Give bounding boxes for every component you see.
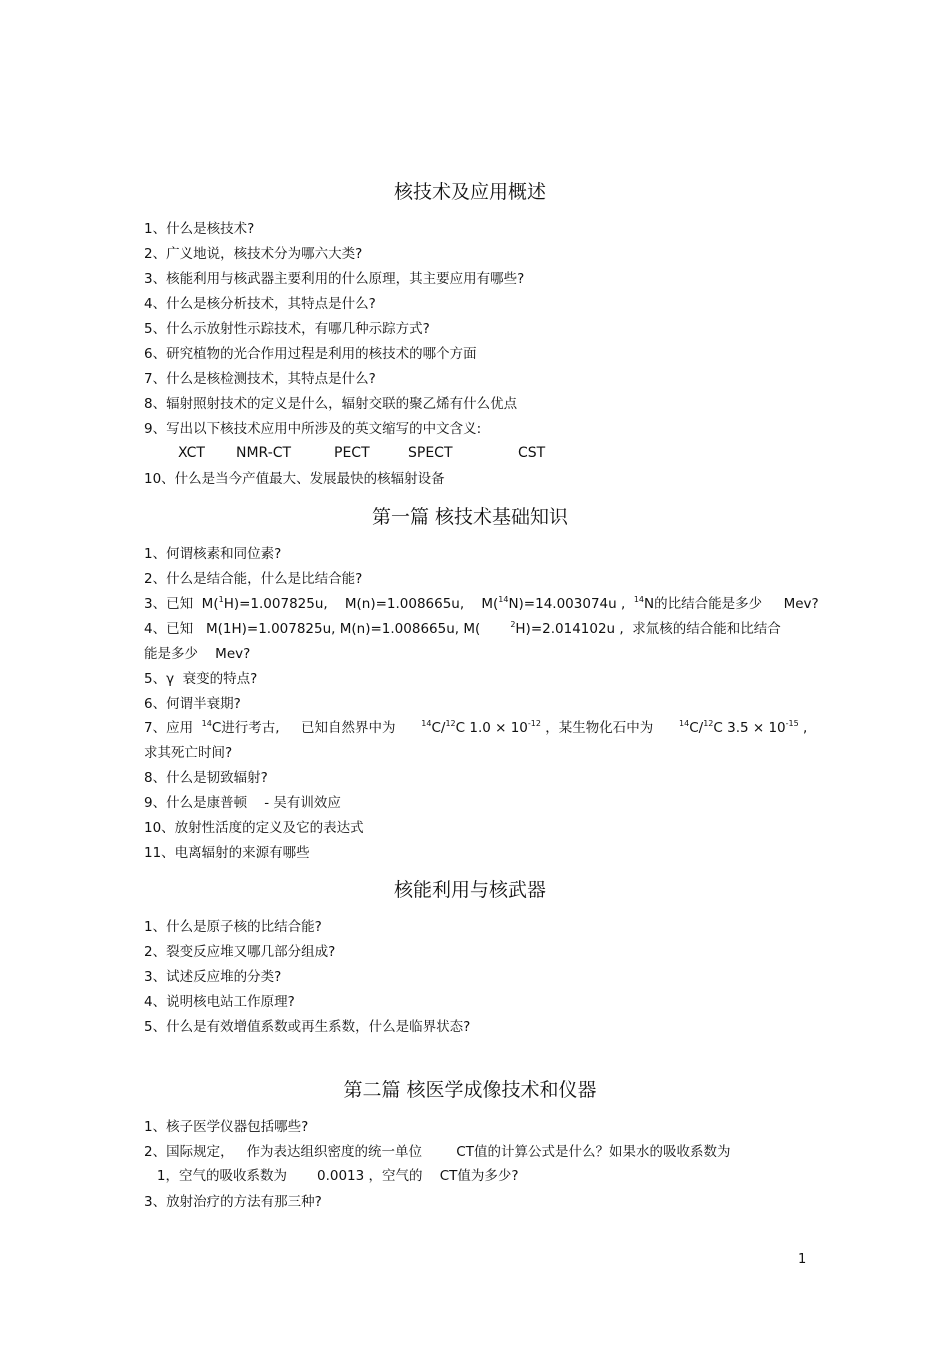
list-item: 6、何谓半衰期?: [144, 696, 241, 712]
list-item: 9、什么是康普顿 - 吴有训效应: [144, 795, 341, 811]
list-item-continuation: 1，空气的吸收系数为 0.0013 ，空气的 CT值为多少?: [144, 1168, 519, 1184]
list-item: 6、研究植物的光合作用过程是利用的核技术的哪个方面: [144, 346, 477, 362]
list-item: 10、放射性活度的定义及它的表达式: [144, 820, 364, 836]
list-item: 3、已知 M($^1$H)=1.007825u, M(n)=1.008665u, M($^{14}$N)=14.003074u , $^{14}$N的比结合能是多少 Mev?: [144, 595, 819, 612]
list-item: 5、什么示放射性示踪技术，有哪几种示踪方式?: [144, 321, 430, 337]
list-item: 1、核子医学仪器包括哪些?: [144, 1119, 309, 1135]
list-item: 2、国际规定， 作为表达组织密度的统一单位 CT值的计算公式是什么？如果水的吸收系数为: [144, 1144, 731, 1160]
list-item: 4、已知 M(1H)=1.007825u, M(n)=1.008665u, M( $^2$H)=2.014102u , 求氚核的结合能和比结合: [144, 620, 781, 637]
section-title-nuclear-energy: 核能利用与核武器: [393, 879, 546, 901]
section-title-overview: 核技术及应用概述: [393, 181, 546, 203]
list-item: 2、广义地说，核技术分为哪六大类?: [144, 246, 363, 262]
list-item: 4、什么是核分析技术，其特点是什么?: [144, 296, 376, 312]
abbreviation: SPECT: [408, 445, 453, 461]
section-title-medical-imaging: 第二篇 核医学成像技术和仪器: [343, 1079, 597, 1101]
list-item: 2、什么是结合能，什么是比结合能?: [144, 571, 363, 587]
abbreviation: NMR-CT: [236, 445, 292, 461]
list-item: 1、何谓核素和同位素?: [144, 546, 282, 562]
list-item: 3、试述反应堆的分类?: [144, 969, 282, 985]
list-item: 8、辐射照射技术的定义是什么，辐射交联的聚乙烯有什么优点: [144, 396, 518, 412]
list-item: 4、说明核电站工作原理?: [144, 994, 295, 1010]
list-item-continuation: 求其死亡时间?: [144, 745, 233, 761]
abbreviation: XCT: [178, 445, 205, 461]
list-item-continuation: 能是多少 Mev?: [144, 646, 251, 662]
list-item: 7、应用 $^{14}$C进行考古, 已知自然界中为 $^{14}$C/$^{12}$C $1.0 \times 10^{-12}$ ，某生物化石中为 $^{14}$C/$^{12}$C $3.5 \times 10^{-15}$ ,: [144, 719, 808, 736]
list-item: 3、放射治疗的方法有那三种?: [144, 1194, 322, 1210]
list-item: 7、什么是核检测技术，其特点是什么?: [144, 371, 376, 387]
section-title-basics: 第一篇 核技术基础知识: [371, 506, 569, 528]
list-item: 10、什么是当今产值最大、发展最快的核辐射设备: [144, 471, 445, 487]
list-item: 1、什么是原子核的比结合能?: [144, 919, 322, 935]
list-item: 1、什么是核技术?: [144, 221, 255, 237]
abbreviation: CST: [518, 445, 546, 461]
list-item: 11、电离辐射的来源有哪些: [144, 845, 310, 861]
page-number: 1: [798, 1252, 807, 1267]
list-item: 8、什么是韧致辐射?: [144, 770, 268, 786]
abbreviation: PECT: [334, 445, 370, 461]
list-item: 2、裂变反应堆又哪几部分组成?: [144, 944, 336, 960]
list-item: 9、写出以下核技术应用中所涉及的英文缩写的中文含义:: [144, 421, 482, 437]
list-item: 5、γ 衰变的特点?: [144, 671, 258, 687]
list-item: 5、什么是有效增值系数或再生系数，什么是临界状态?: [144, 1019, 471, 1035]
list-item: 3、核能利用与核武器主要利用的什么原理，其主要应用有哪些?: [144, 271, 525, 287]
